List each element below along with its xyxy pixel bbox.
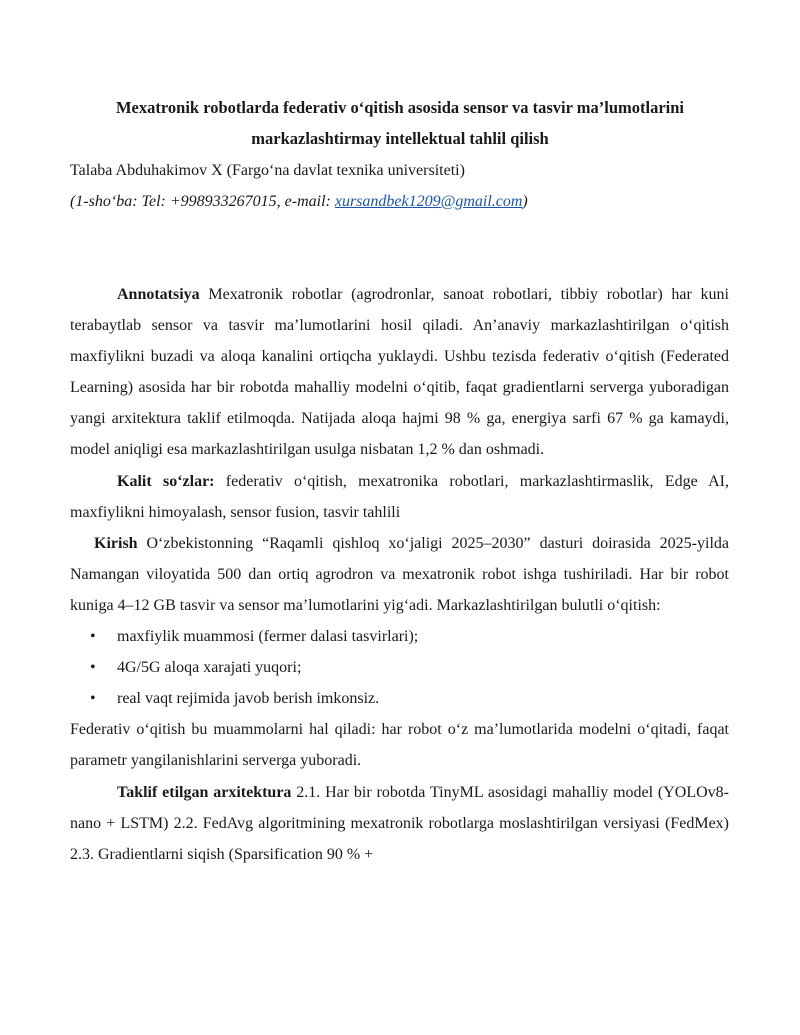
intro-paragraph bbox=[70, 528, 729, 621]
email-link[interactable]: xursandbek1209@gmail.com bbox=[334, 193, 523, 210]
list-item: • maxfiylik muammosi (fermer dalasi tasvirlari); bbox=[70, 621, 729, 652]
author-affiliation: Talaba Abduhakimov X (Fargo‘na davlat texnika universiteti) bbox=[70, 162, 465, 179]
intro-label: Kirish bbox=[94, 534, 138, 552]
abstract-label: Annotatsiya bbox=[117, 286, 200, 303]
architecture-label: Taklif etilgan arxitektura bbox=[117, 783, 292, 801]
paper-body bbox=[70, 279, 729, 870]
abstract-paragraph bbox=[70, 279, 729, 466]
architecture-paragraph bbox=[70, 777, 729, 870]
architecture-text: 2.1. Har bir robotda TinyML asosidagi mahalliy model (YOLOv8-nano + LSTM) 2.2. FedAvg algoritmining mexatronik robotlarga moslashtirilgan versiyasi (FedMex) 2.3. Gradientlarni siqish (Sparsification 90 % + bbox=[70, 783, 729, 863]
intro-bullet-list bbox=[70, 621, 729, 714]
list-item: • 4G/5G aloqa xarajati yuqori; bbox=[70, 652, 729, 683]
keywords-paragraph bbox=[70, 466, 729, 528]
keywords-text: federativ o‘qitish, mexatronika robotlari, markazlashtirmaslik, Edge AI, maxfiylikni himoyalash, sensor fusion, tasvir tahlili bbox=[70, 472, 729, 521]
keywords-label: Kalit so‘zlar: bbox=[117, 472, 215, 490]
list-item: • real vaqt rejimida javob berish imkonsiz. bbox=[70, 683, 729, 714]
title-line-2: markazlashtirmay intellektual tahlil qilish bbox=[251, 129, 549, 148]
intro-after-paragraph: Federativ o‘qitish bu muammolarni hal qiladi: har robot o‘z ma’lumotlarida modelni o‘qitadi, faqat parametr yangilanishlarini serverga yuboradi. bbox=[70, 721, 729, 770]
paper-title bbox=[70, 92, 730, 154]
abstract-text: Mexatronik robotlar (agrodronlar, sanoat robotlari, tibbiy robotlar) har kuni terabaytlab sensor va tasvir ma’lumotlarini hosil qiladi. An’anaviy markazlashtirilgan o‘qitish maxfiylikni buzadi va aloqa kanalini ortiqcha yuklaydi. Ushbu tezisda federativ o‘qitish (Federated Learning) asosida har bir robotda mahalliy modelni o‘qitib, faqat gradientlarni serverga yuboradigan yangi arxitektura taklif etilmoqda. Natijada aloqa hajmi 98 % ga, energiya sarfi 67 % ga kamaydi, model aniqligi esa markazlashtirilgan usulga nisbatan 1,2 % dan oshmadi. bbox=[70, 286, 729, 459]
title-line-1: Mexatronik robotlarda federativ o‘qitish asosida sensor va tasvir ma’lumotlarini bbox=[115, 98, 685, 117]
contact-line bbox=[70, 186, 528, 217]
intro-text: O‘zbekistonning “Raqamli qishloq xo‘jaligi 2025–2030” dasturi doirasida 2025-yilda Namangan viloyatida 500 dan ortiq agrodron va mexatronik robot ishga tushiriladi. Har bir robot kuniga 4–12 GB tasvir va sensor ma’lumotlarini yig‘adi. Markazlashtirilgan bulutli o‘qitish: bbox=[70, 534, 729, 614]
contact-suffix: ) bbox=[522, 193, 528, 210]
contact-prefix: (1-sho‘ba: Tel: +998933267015, e-mail: bbox=[70, 193, 335, 210]
